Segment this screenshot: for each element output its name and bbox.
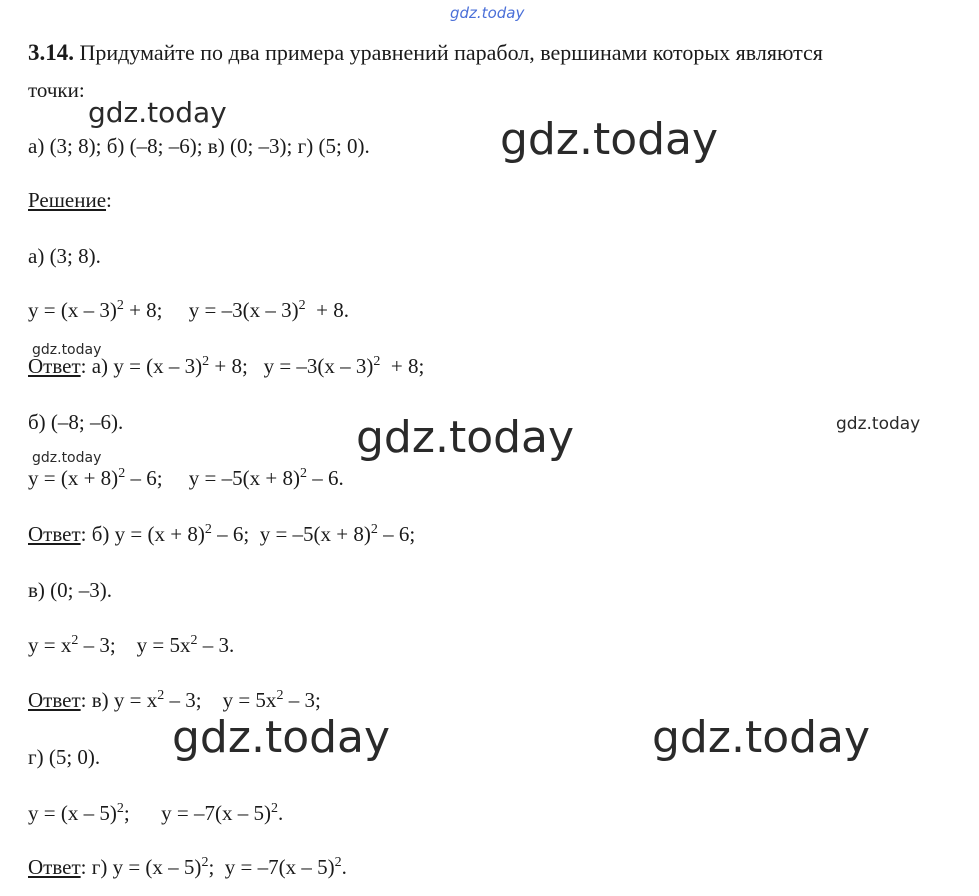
part-c-heading: в) (0; –3). [28,578,112,602]
watermark: gdz.today [500,114,719,165]
watermark: gdz.today [836,414,921,434]
answer-prefix: г) [91,855,108,879]
part-d-heading: г) (5; 0). [28,745,101,769]
part-d-equations: y = (x – 5)$^2$; y = –7(x – 5)$^2$. [28,801,284,825]
problem-statement [28,40,823,66]
part-c-equations: $y = x^2 - 3$; $y = 5x^2 - 3$. [28,633,235,657]
part-a-answer: Ответ: а) y = (x – 3)$^2$ + 8; y = –3(x – 3)$^2$ + 8; [28,354,425,378]
solution-label: Решение [28,188,107,212]
problem-text-cont: точки: [28,78,85,102]
answer-label: Ответ [28,688,81,712]
problem-text: Придумайте по два примера уравнений парабол, вершинами которых являются [79,40,823,65]
answer-label: Ответ [28,855,81,879]
watermark: gdz.today [356,412,575,463]
part-b-answer: Ответ: б) $y = (x + 8)^2 - 6$; $y = -5(x + 8)^2 - 6$; [28,522,416,546]
watermark: gdz.today [32,450,102,466]
part-a-equations: y = (x – 3)$^2$ + 8; y = –3(x – 3)$^2$ + 8. [28,298,349,322]
answer-prefix: а) [91,354,109,378]
watermark: gdz.today [32,342,102,358]
watermark: gdz.today [652,712,871,763]
answer-prefix: в) [91,688,109,712]
part-a-heading: а) (3; 8). [28,244,101,268]
answer-label: Ответ [28,522,81,546]
answer-prefix: б) [91,522,110,546]
watermark-top: gdz.today [450,4,525,22]
part-c-answer: Ответ: в) $y = x^2 - 3$; $y = 5x^2 - 3$; [28,688,321,712]
watermark: gdz.today [172,712,391,763]
watermark: gdz.today [88,96,227,129]
solution-heading: Решение: [28,188,112,212]
answer-label: Ответ [28,354,81,378]
part-d-answer: Ответ: г) y = (x – 5)$^2$; y = –7(x – 5)$^2$. [28,855,347,879]
problem-number: 3.14. [28,40,74,65]
problem-points: а) (3; 8); б) (–8; –6); в) (0; –3); г) (5; 0). [28,134,370,158]
part-b-equations: $y = (x + 8)^2 - 6$; $y = -5(x + 8)^2 - 6$. [28,466,344,490]
part-b-heading: б) (–8; –6). [28,410,124,434]
